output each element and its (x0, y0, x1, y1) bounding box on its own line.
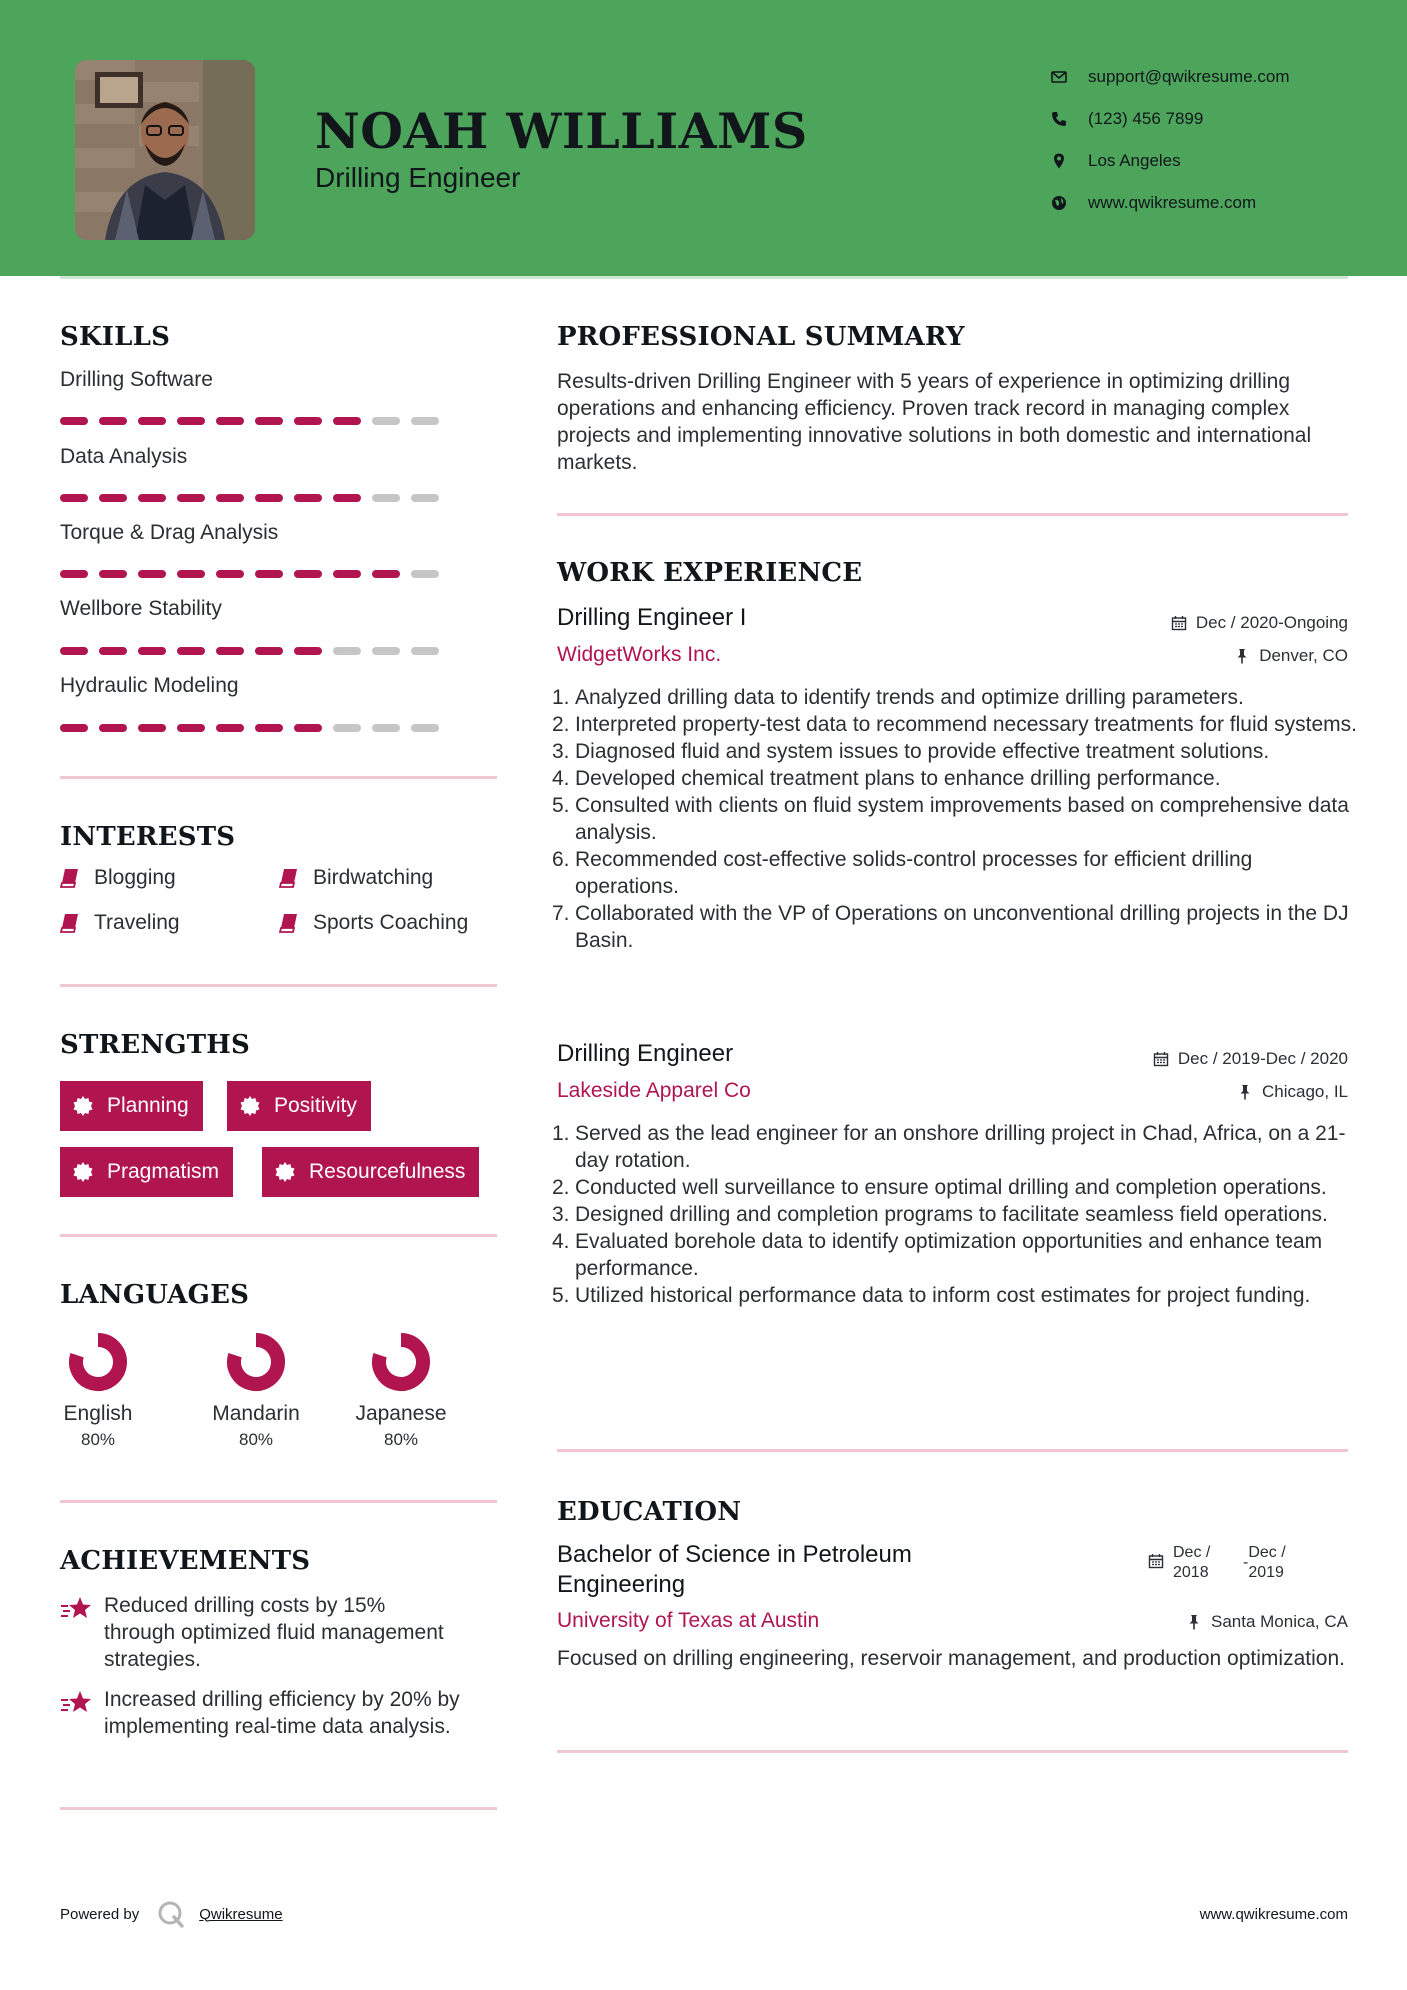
book-icon (60, 912, 80, 934)
skill-dot-filled (216, 724, 244, 732)
language-gauge-arc (379, 1340, 423, 1384)
skill-dot-filled (333, 417, 361, 425)
section-divider (60, 984, 497, 987)
strength-label: Pragmatism (107, 1160, 220, 1183)
education-description: Focused on drilling engineering, reservoir management, and production optimization. (557, 1647, 1345, 1670)
duty-text: Evaluated borehole data to identify optimization opportunities and enhance team performance. (575, 1230, 1323, 1280)
section-divider (557, 1449, 1348, 1452)
skill-dot-filled (138, 647, 166, 655)
education-end-year: 2019 (1248, 1564, 1284, 1581)
skill-dot-empty (411, 417, 439, 425)
duty-item: 1. Served as the lead engineer for an onshore drilling project in Chad, Africa, on a 21-day rotation. (552, 1122, 1346, 1172)
duty-item: 5. Consulted with clients on fluid system improvements based on comprehensive data analysis. (552, 794, 1349, 844)
skill-dot-empty (372, 417, 400, 425)
profile-photo (75, 60, 255, 240)
skill-name: Hydraulic Modeling (60, 674, 239, 697)
pushpin-icon (1234, 648, 1250, 664)
language-name: Japanese (355, 1402, 447, 1425)
duty-text: Diagnosed fluid and system issues to provide effective treatment solutions. (575, 740, 1270, 763)
contact-phone[interactable] (1050, 98, 1380, 140)
languages-heading: LANGUAGES (60, 1280, 250, 1310)
duty-text: Consulted with clients on fluid system improvements based on comprehensive data analysis. (575, 794, 1349, 844)
duty-text: Conducted well surveillance to ensure optimal drilling and completion operations. (575, 1176, 1327, 1199)
duty-text: Collaborated with the VP of Operations on unconventional drilling projects in the DJ Basin. (575, 902, 1349, 952)
pushpin-icon (1186, 1614, 1202, 1630)
summary-text: Results-driven Drilling Engineer with 5 years of experience in optimizing drilling operations and enhancing efficiency. Proven track record in managing complex projects and implementing innovative solutions in both domestic and international markets. (557, 370, 1312, 474)
language-gauge-arc (76, 1340, 120, 1384)
skill-dot-filled (60, 647, 88, 655)
language-percent: 80% (238, 1430, 274, 1449)
powered-by-label: Powered by (60, 1905, 140, 1923)
skill-dot-empty (411, 494, 439, 502)
calendar-icon (1148, 1553, 1164, 1569)
skill-dot-filled (138, 417, 166, 425)
skill-dot-filled (177, 570, 205, 578)
skill-name: Data Analysis (60, 445, 188, 468)
contact-list (1050, 56, 1380, 224)
skill-dot-empty (411, 724, 439, 732)
skill-dot-filled (99, 417, 127, 425)
language-name: Mandarin (212, 1402, 300, 1425)
candidate-name: NOAH WILLIAMS (315, 102, 808, 160)
achievement-text: Increased drilling efficiency by 20% by implementing real-time data analysis. (104, 1688, 460, 1738)
skill-level-bar (60, 724, 439, 732)
interest-label: Traveling (94, 911, 180, 934)
contact-phone-text: (123) 456 7899 (1088, 109, 1204, 128)
education-location-text: Santa Monica, CA (1210, 1612, 1348, 1631)
interests-heading: INTERESTS (60, 822, 236, 852)
skill-dot-empty (411, 570, 439, 578)
qwikresume-logo-icon (157, 1900, 185, 1928)
pushpin-icon (1237, 1084, 1253, 1100)
skill-dot-filled (255, 570, 283, 578)
job-duties (552, 684, 1358, 954)
skill-dot-empty (372, 494, 400, 502)
education-end (1248, 1543, 1285, 1583)
skill-dot-filled (333, 570, 361, 578)
duty-item: 2. Conducted well surveillance to ensure optimal drilling and completion operations. (552, 1176, 1327, 1199)
skill-dot-filled (255, 494, 283, 502)
interest-item (279, 911, 468, 935)
language-gauge (369, 1330, 433, 1394)
skill-level-bar (60, 647, 439, 655)
interest-item (279, 866, 433, 890)
duty-text: Designed drilling and completion programs to facilitate seamless field operations. (575, 1203, 1328, 1226)
skill-dot-empty (333, 724, 361, 732)
skill-dot-filled (216, 417, 244, 425)
strengths-heading: STRENGTHS (60, 1030, 251, 1060)
resume-header (0, 0, 1407, 276)
candidate-title: Drilling Engineer (315, 162, 521, 193)
language-item (341, 1330, 461, 1450)
education-end-month: Dec / (1248, 1544, 1286, 1561)
language-gauge-arc (234, 1340, 278, 1384)
summary-heading: PROFESSIONAL SUMMARY (557, 322, 965, 352)
strength-chip (60, 1081, 203, 1131)
skill-dot-filled (177, 417, 205, 425)
skill-dot-filled (138, 724, 166, 732)
language-item (196, 1330, 316, 1450)
skill-dot-filled (294, 724, 322, 732)
skill-dot-filled (60, 724, 88, 732)
achievement-item (60, 1592, 460, 1673)
skill-dot-filled (138, 570, 166, 578)
education-school: University of Texas at Austin (557, 1609, 820, 1632)
job-title: Drilling Engineer I (557, 604, 747, 631)
skill-dot-filled (294, 570, 322, 578)
phone-icon (1050, 110, 1068, 128)
interest-item (60, 866, 176, 890)
strength-chip (227, 1081, 371, 1131)
duty-item: 6. Recommended cost-effective solids-control processes for efficient drilling operations. (552, 848, 1253, 898)
duty-text: Analyzed drilling data to identify trends and optimize drilling parameters. (575, 686, 1244, 709)
envelope-icon (1050, 68, 1068, 86)
skill-dot-empty (333, 647, 361, 655)
interest-label: Sports Coaching (313, 911, 469, 934)
skill-dot-filled (372, 570, 400, 578)
duty-item: 3. Designed drilling and completion programs to facilitate seamless field operations. (552, 1203, 1328, 1226)
strength-label: Positivity (274, 1094, 357, 1117)
job-dates-text: Dec / 2019-Dec / 2020 (1177, 1049, 1348, 1068)
skill-dot-filled (99, 570, 127, 578)
duty-text: Interpreted property-test data to recommend necessary treatments for fluid systems. (575, 713, 1358, 736)
experience-heading: WORK EXPERIENCE (557, 558, 863, 588)
job-location (1234, 646, 1348, 666)
duty-item: 4. Evaluated borehole data to identify optimization opportunities and enhance team performance. (552, 1230, 1323, 1280)
skill-dot-filled (60, 417, 88, 425)
job-title: Drilling Engineer (557, 1040, 734, 1067)
badge-icon (239, 1095, 261, 1117)
education-degree (557, 1540, 912, 1600)
badge-icon (72, 1161, 94, 1183)
skill-dot-filled (177, 494, 205, 502)
badge-icon (72, 1095, 94, 1117)
skill-dot-filled (294, 417, 322, 425)
interest-label: Blogging (94, 866, 176, 889)
degree-line: Bachelor of Science in Petroleum (557, 1541, 912, 1568)
map-pin-icon (1050, 152, 1068, 170)
duty-text: Recommended cost-effective solids-control processes for efficient drilling operations. (575, 848, 1253, 898)
duty-text: Served as the lead engineer for an onshore drilling project in Chad, Africa, on a 21-day rotation. (575, 1122, 1346, 1172)
footer-powered-by (60, 1900, 283, 1928)
education-dates (1148, 1543, 1286, 1583)
education-start-month: Dec / (1173, 1544, 1211, 1561)
calendar-icon (1171, 615, 1187, 631)
duty-item: 2. Interpreted property-test data to recommend necessary treatments for fluid systems. (552, 713, 1358, 736)
interest-item (60, 911, 180, 935)
strength-label: Planning (107, 1094, 189, 1117)
shooting-star-icon (60, 1688, 94, 1718)
language-gauge (66, 1330, 130, 1394)
skill-dot-filled (138, 494, 166, 502)
strength-label: Resourcefulness (309, 1160, 466, 1183)
duty-item: 7. Collaborated with the VP of Operations on unconventional drilling projects in the DJ Basin. (552, 902, 1349, 952)
skill-dot-filled (294, 494, 322, 502)
skill-dot-filled (60, 494, 88, 502)
skill-dot-filled (255, 647, 283, 655)
skill-level-bar (60, 494, 439, 502)
contact-website[interactable] (1050, 182, 1380, 224)
globe-icon (1050, 194, 1068, 212)
skill-dot-empty (372, 724, 400, 732)
skill-dot-filled (177, 724, 205, 732)
contact-location (1050, 140, 1380, 182)
duty-text: Utilized historical performance data to inform cost estimates for project funding. (575, 1284, 1311, 1307)
achievement-item (60, 1686, 460, 1740)
section-divider (557, 513, 1348, 516)
skill-dot-filled (294, 647, 322, 655)
skill-dot-empty (372, 647, 400, 655)
language-percent: 80% (383, 1430, 419, 1449)
language-item (38, 1330, 158, 1450)
duty-item: 3. Diagnosed fluid and system issues to provide effective treatment solutions. (552, 740, 1270, 763)
job-duties (552, 1120, 1357, 1309)
section-divider (60, 1500, 497, 1503)
education-location (1186, 1612, 1348, 1632)
skill-name: Wellbore Stability (60, 597, 222, 620)
job-dates (1171, 613, 1348, 633)
skill-dot-filled (216, 494, 244, 502)
profile-photo-image (75, 60, 255, 240)
language-percent: 80% (80, 1430, 116, 1449)
qwikresume-link[interactable]: Qwikresume (199, 1905, 283, 1923)
skill-dot-filled (255, 724, 283, 732)
duty-item: 1. Analyzed drilling data to identify trends and optimize drilling parameters. (552, 686, 1244, 709)
achievement-text: Reduced drilling costs by 15% through optimized fluid management strategies. (104, 1594, 444, 1671)
duty-text: Developed chemical treatment plans to enhance drilling performance. (575, 767, 1221, 790)
calendar-icon (1153, 1051, 1169, 1067)
footer-website[interactable]: www.qwikresume.com (1199, 1906, 1348, 1923)
book-icon (60, 867, 80, 889)
section-divider (60, 1234, 497, 1237)
duty-item: 4. Developed chemical treatment plans to enhance drilling performance. (552, 767, 1221, 790)
skills-heading: SKILLS (60, 322, 171, 352)
book-icon (279, 867, 299, 889)
skill-name: Torque & Drag Analysis (60, 521, 279, 544)
achievements-heading: ACHIEVEMENTS (60, 1546, 311, 1576)
job-location-text: Denver, CO (1259, 646, 1348, 665)
education-heading: EDUCATION (557, 1497, 742, 1527)
interest-label: Birdwatching (313, 866, 434, 889)
degree-line: Engineering (557, 1571, 686, 1598)
skill-dot-filled (99, 494, 127, 502)
job-dates-text: Dec / 2020-Ongoing (1195, 613, 1348, 632)
skill-dot-empty (411, 647, 439, 655)
job-dates (1153, 1049, 1348, 1069)
header-divider (60, 276, 1348, 279)
job-company: Lakeside Apparel Co (557, 1079, 751, 1102)
education-start-year: 2018 (1173, 1564, 1209, 1581)
skill-dot-filled (99, 724, 127, 732)
language-name: English (63, 1402, 133, 1425)
skill-dot-filled (216, 647, 244, 655)
contact-email-text: support@qwikresume.com (1088, 67, 1290, 86)
book-icon (279, 912, 299, 934)
education-date-separator: - (1243, 1554, 1249, 1571)
strength-chip (60, 1147, 233, 1197)
language-gauge (224, 1330, 288, 1394)
skill-dot-filled (333, 494, 361, 502)
section-divider (60, 776, 497, 779)
shooting-star-icon (60, 1594, 94, 1624)
contact-website-text: www.qwikresume.com (1088, 193, 1257, 212)
section-divider (557, 1750, 1348, 1753)
strength-chip (262, 1147, 479, 1197)
contact-location-text: Los Angeles (1088, 151, 1181, 170)
skill-dot-filled (99, 647, 127, 655)
section-divider (60, 1807, 497, 1810)
skill-dot-filled (60, 570, 88, 578)
job-location (1237, 1082, 1348, 1102)
skill-dot-filled (216, 570, 244, 578)
skill-name: Drilling Software (60, 368, 213, 391)
skill-level-bar (60, 417, 439, 425)
contact-email[interactable] (1050, 56, 1380, 98)
skill-dot-filled (177, 647, 205, 655)
skill-dot-filled (255, 417, 283, 425)
skill-level-bar (60, 570, 439, 578)
job-company: WidgetWorks Inc. (557, 643, 722, 666)
duty-item: 5. Utilized historical performance data to inform cost estimates for project funding. (552, 1284, 1311, 1307)
badge-icon (274, 1161, 296, 1183)
job-location-text: Chicago, IL (1262, 1082, 1348, 1101)
education-start (1173, 1543, 1243, 1583)
